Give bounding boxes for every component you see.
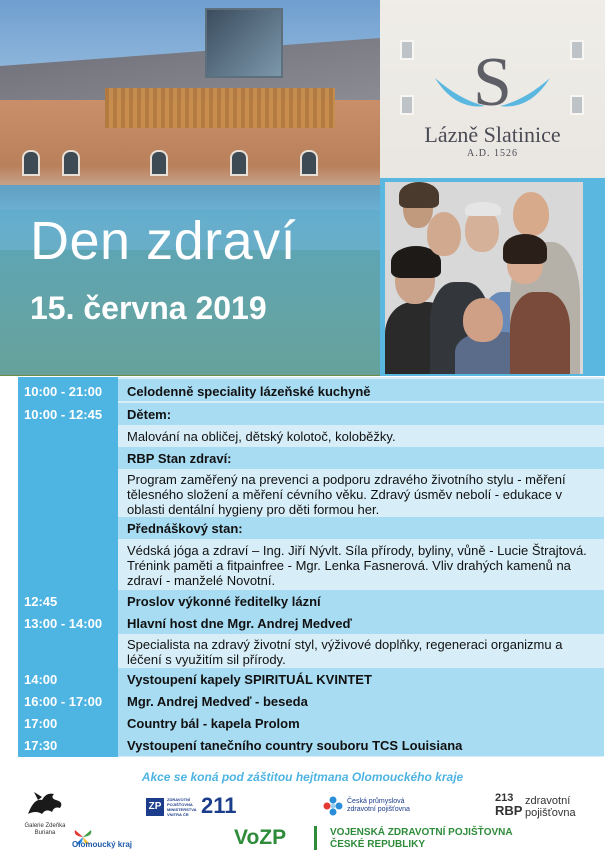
lazne-slatinice-logo: [380, 44, 605, 159]
brand-since: A.D. 1526: [467, 148, 518, 159]
schedule-text: Country bál - kapela Prolom: [127, 716, 300, 731]
schedule-text: Celodenně speciality lázeňské kuchyně: [127, 384, 371, 399]
cpzp-label: Česká průmyslová zdravotní pojišťovna: [347, 798, 410, 813]
cpzp-logo: [322, 795, 432, 819]
rbp-number: 213: [495, 792, 514, 804]
spiritual-kvintet-photo: [385, 182, 583, 374]
schedule-text: Specialista na zdravý životní styl, výživové doplňky, regeneraci organizmu a léčení s využitím sil přírody.: [127, 637, 563, 667]
schedule-text: RBP Stan zdraví:: [127, 451, 232, 466]
schedule-text: Hlavní host dne Mgr. Andrej Medveď: [127, 616, 352, 631]
glass-tower: [205, 8, 283, 78]
window: [300, 150, 318, 176]
schedule-text: Program zaměřený na prevenci a podporu zdravého životního stylu - měření tělesného složení a měření cévního věku. Zdravý úsměv nebolí - edukace v oblasti dentální hygieny pro děti formou her.: [127, 472, 566, 517]
vozp-name-2: ČESKÉ REPUBLIKY: [330, 839, 426, 850]
window: [150, 150, 168, 176]
window: [22, 150, 40, 176]
vozp-divider: [314, 826, 317, 850]
gallery-label: Galerie Zdeňka Buriana: [24, 823, 66, 836]
brand-name: Lázně Slatinice: [424, 122, 561, 147]
schedule-time: 10:00 - 21:00: [24, 384, 103, 399]
rbp-label-2: pojišťovna: [525, 807, 576, 819]
zpmv-label: ZDRAVOTNÍ POJIŠŤOVNA MINISTERSTVA VNITRA ČR: [167, 797, 197, 817]
dragon-icon: [24, 788, 66, 818]
rbp-logo: [495, 792, 590, 822]
schedule-text: Dětem:: [127, 407, 172, 422]
vozp-name-1: VOJENSKÁ ZDRAVOTNÍ POJIŠŤOVNA: [330, 827, 513, 838]
window: [62, 150, 80, 176]
schedule-time: 12:45: [24, 594, 58, 609]
vozp-mark: VoZP: [234, 826, 287, 849]
schedule-time: 14:00: [24, 672, 58, 687]
window: [230, 150, 248, 176]
hero-banner: [0, 0, 605, 376]
patronage-note: Akce se koná pod záštitou hejtmana Olomouckého kraje: [141, 770, 464, 784]
olomoucky-kraj-logo: [72, 828, 152, 850]
zpmv-number: 211: [201, 793, 237, 818]
cpzp-flower-icon: [322, 795, 344, 817]
schedule-time: 17:30: [24, 738, 58, 753]
event-title: Den zdraví: [30, 211, 297, 271]
schedule-time: 13:00 - 14:00: [24, 616, 103, 631]
schedule-time: 10:00 - 12:45: [24, 407, 103, 422]
logo-letter-s: S: [473, 44, 512, 121]
schedule-text: Malování na obličej, dětský kolotoč, koloběžky.: [127, 429, 396, 444]
rbp-text: RBP: [495, 803, 523, 818]
schedule-text: Proslov výkonné ředitelky lázní: [127, 594, 321, 609]
schedule-text: Vystoupení kapely SPIRITUÁL KVINTET: [127, 672, 372, 687]
schedule-time: 16:00 - 17:00: [24, 694, 103, 709]
schedule-time: 17:00: [24, 716, 58, 731]
galerie-burian-logo: [24, 788, 66, 837]
vozp-logo: [234, 826, 574, 852]
schedule-text: Vystoupení tanečního country souboru TCS Louisiana: [127, 738, 463, 753]
wooden-balcony: [105, 88, 335, 128]
schedule-text: Mgr. Andrej Medveď - beseda: [127, 694, 308, 709]
event-date: 15. června 2019: [30, 290, 267, 326]
zpmv-logo: [146, 793, 238, 820]
schedule-text: Přednáškový stan:: [127, 521, 243, 536]
schedule-text: Védská jóga a zdraví – Ing. Jiří Nývlt. Síla přírody, byliny, vůně - Lucie Štrajtová. Trénink paměti a fitpainfree - Mgr. Lenka Fasnerová. Vliv drahých kamenů na zdraví - manželé Novotní.: [127, 543, 587, 588]
region-label: Olomoucký kraj: [72, 840, 133, 849]
zp-square-icon: ZP: [146, 798, 164, 816]
rbp-label-1: zdravotní: [525, 795, 571, 807]
